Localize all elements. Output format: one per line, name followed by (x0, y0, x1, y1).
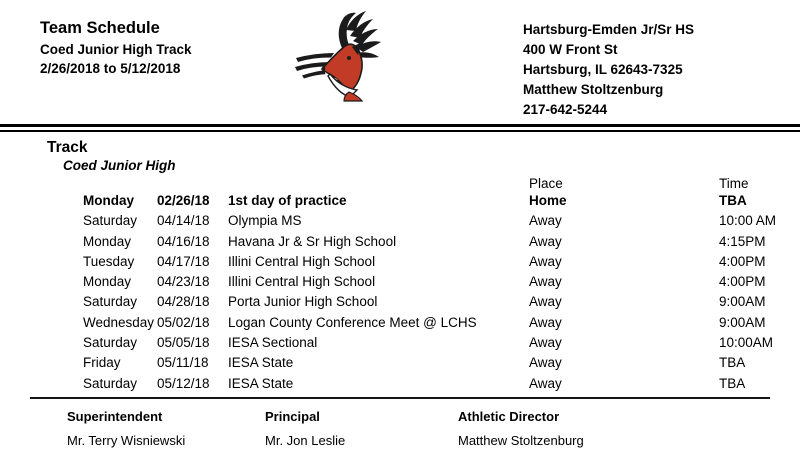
day-cell: Wednesday (83, 314, 155, 330)
official-superintendent (67, 409, 185, 449)
table-row (83, 313, 788, 333)
place-cell: Home (529, 193, 567, 208)
schedule-table (83, 176, 788, 394)
stag-eye-icon (347, 56, 351, 60)
date-cell: 05/11/18 (157, 355, 209, 371)
header-divider (0, 124, 800, 132)
time-cell: 10:00 AM (719, 213, 777, 229)
date-cell: 02/26/18 (157, 193, 210, 208)
date-cell: 04/23/18 (157, 274, 210, 290)
table-row (83, 333, 788, 353)
team-subtitle: Coed Junior High Track (40, 42, 192, 57)
official-name: Matthew Stoltzenburg (458, 433, 584, 448)
event-cell: 1st day of practice (228, 193, 347, 208)
event-cell: Havana Jr & Sr High School (228, 233, 397, 249)
place-cell: Away (529, 274, 562, 290)
stag-neck-icon (344, 92, 362, 101)
table-row (83, 272, 788, 292)
day-cell: Monday (83, 233, 132, 249)
school-phone: 217-642-5244 (523, 102, 608, 117)
place-cell: Away (529, 233, 562, 249)
place-cell: Away (529, 294, 562, 310)
official-role: Principal (265, 409, 320, 424)
place-cell: Away (529, 213, 562, 229)
time-cell: 9:00AM (719, 294, 766, 310)
time-cell: TBA (719, 355, 746, 371)
day-cell: Saturday (83, 294, 138, 310)
school-contact: Matthew Stoltzenburg (523, 82, 664, 97)
table-row (83, 232, 788, 252)
date-cell: 04/14/18 (157, 213, 210, 229)
day-cell: Saturday (83, 375, 138, 391)
event-cell: IESA State (228, 355, 294, 371)
time-cell: TBA (719, 193, 747, 208)
date-cell: 04/17/18 (157, 253, 210, 269)
table-row (83, 353, 788, 373)
event-cell: Illini Central High School (228, 274, 376, 290)
place-cell: Away (529, 314, 562, 330)
school-info (523, 20, 694, 120)
event-cell: IESA State (228, 375, 294, 391)
day-cell: Saturday (83, 213, 138, 229)
date-range: 2/26/2018 to 5/12/2018 (40, 61, 181, 76)
time-cell: 4:00PM (719, 253, 766, 269)
event-cell: Olympia MS (228, 213, 302, 229)
place-column-header: Place (529, 176, 563, 191)
official-name: Mr. Terry Wisniewski (67, 433, 186, 448)
division-heading: Coed Junior High (63, 158, 176, 173)
time-cell: 4:15PM (719, 233, 766, 249)
place-cell: Away (529, 375, 562, 391)
table-header-row (83, 176, 788, 191)
official-athletic-director (458, 409, 584, 449)
time-cell: 4:00PM (719, 274, 766, 290)
table-row (83, 191, 788, 211)
place-cell: Away (529, 355, 562, 371)
school-street: 400 W Front St (523, 42, 618, 57)
table-row (83, 211, 788, 231)
event-cell: Porta Junior High School (228, 294, 378, 310)
time-cell: TBA (719, 375, 746, 391)
schedule-header (40, 18, 192, 78)
table-row (83, 374, 788, 394)
school-city-state-zip: Hartsburg, IL 62643-7325 (523, 62, 683, 77)
school-name: Hartsburg-Emden Jr/Sr HS (523, 22, 695, 37)
stag-nose-icon (322, 67, 326, 71)
time-column-header: Time (719, 176, 749, 191)
official-role: Superintendent (67, 409, 163, 424)
event-cell: IESA Sectional (228, 335, 318, 351)
time-cell: 9:00AM (719, 314, 766, 330)
school-logo (295, 8, 400, 103)
day-cell: Friday (83, 355, 121, 371)
page-title: Team Schedule (40, 19, 160, 37)
event-cell: Logan County Conference Meet @ LCHS (228, 314, 477, 330)
day-cell: Tuesday (83, 253, 135, 269)
date-cell: 05/12/18 (157, 375, 210, 391)
official-principal (265, 409, 345, 449)
date-cell: 05/02/18 (157, 314, 210, 330)
sport-heading: Track (47, 139, 88, 156)
event-cell: Illini Central High School (228, 253, 376, 269)
place-cell: Away (529, 335, 562, 351)
day-cell: Saturday (83, 335, 138, 351)
date-cell: 04/16/18 (157, 233, 210, 249)
date-cell: 04/28/18 (157, 294, 210, 310)
stag-mascot-icon (295, 8, 400, 103)
day-cell: Monday (83, 274, 132, 290)
official-name: Mr. Jon Leslie (265, 433, 346, 448)
official-role: Athletic Director (458, 409, 560, 424)
table-row (83, 252, 788, 272)
date-cell: 05/05/18 (157, 335, 210, 351)
footer-divider (30, 397, 770, 399)
place-cell: Away (529, 253, 562, 269)
table-row (83, 292, 788, 312)
time-cell: 10:00AM (719, 335, 774, 351)
day-cell: Monday (83, 193, 135, 208)
